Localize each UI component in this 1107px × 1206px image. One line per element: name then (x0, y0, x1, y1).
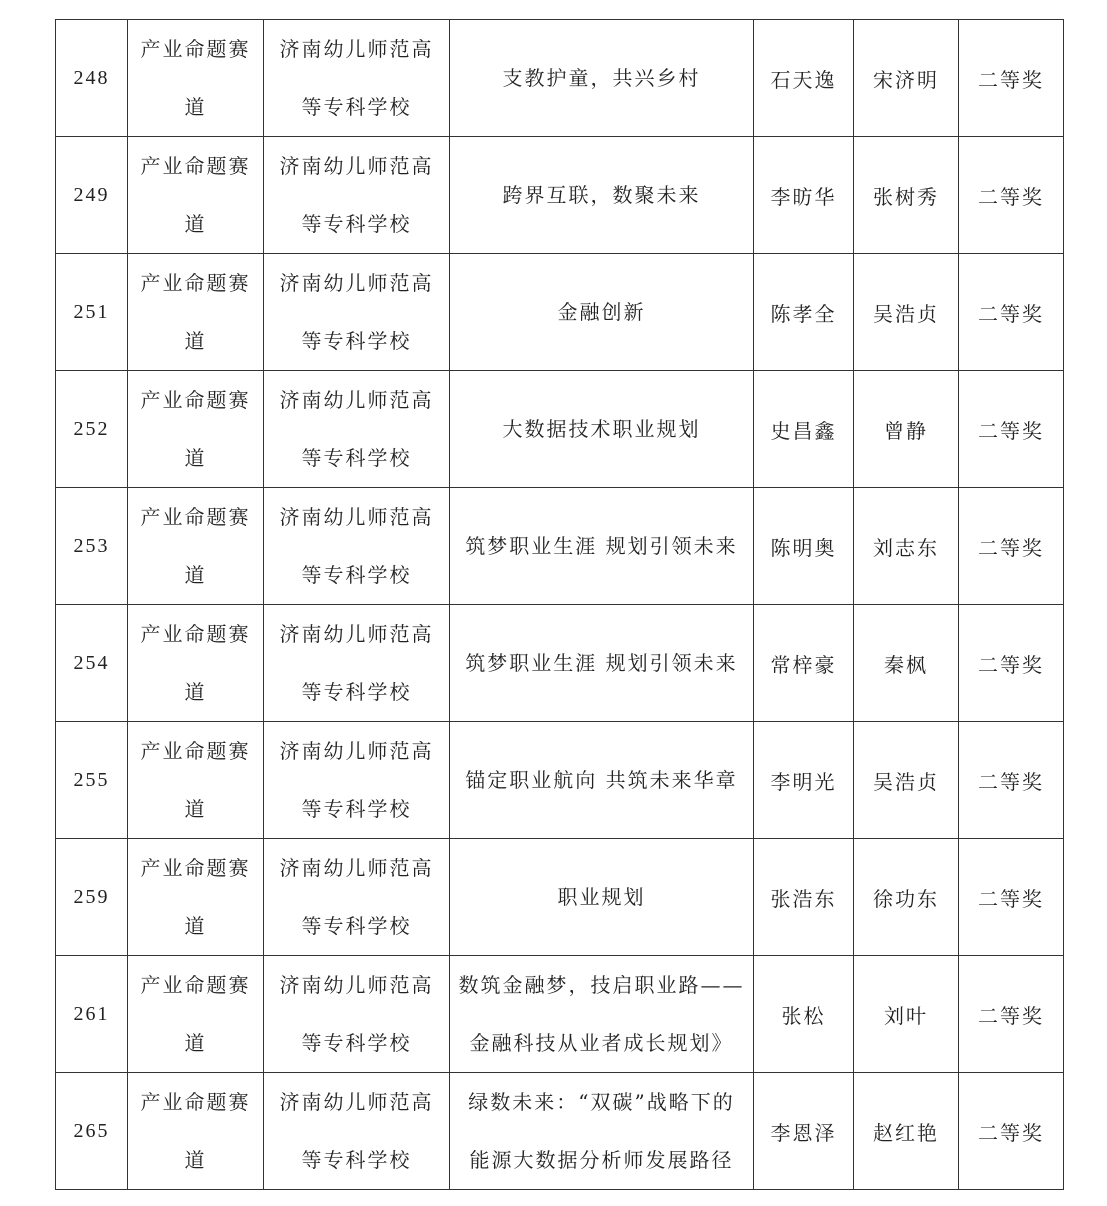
teacher-name: 刘志东 (854, 488, 959, 605)
track-label-line1: 产业命题赛 (140, 505, 251, 529)
project-title (450, 1073, 754, 1190)
school-cell (264, 254, 450, 371)
school-name-line1: 济南幼儿师范高 (279, 37, 434, 61)
track-cell (128, 20, 264, 137)
school-name-line2: 等专科学校 (301, 797, 412, 821)
teacher-name: 曾静 (854, 371, 959, 488)
track-cell (128, 605, 264, 722)
track-label-line2: 道 (184, 563, 207, 587)
school-name-line1: 济南幼儿师范高 (279, 505, 434, 529)
award-level: 二等奖 (959, 137, 1064, 254)
table-row (56, 956, 1064, 1073)
track-label-line1: 产业命题赛 (140, 388, 251, 412)
teacher-name: 赵红艳 (854, 1073, 959, 1190)
school-cell (264, 1073, 450, 1190)
school-name-line2: 等专科学校 (301, 95, 412, 119)
student-name: 石天逸 (754, 20, 854, 137)
project-title-line1: 筑梦职业生涯 规划引领未来 (465, 534, 738, 558)
student-name: 李昉华 (754, 137, 854, 254)
award-level: 二等奖 (959, 722, 1064, 839)
entry-number: 265 (56, 1073, 128, 1190)
awards-table (55, 19, 1064, 1190)
track-label-line2: 道 (184, 1031, 207, 1055)
award-level: 二等奖 (959, 1073, 1064, 1190)
track-label-line1: 产业命题赛 (140, 856, 251, 880)
track-label-line2: 道 (184, 95, 207, 119)
project-title-line1: 跨界互联，数聚未来 (502, 183, 701, 207)
award-level: 二等奖 (959, 254, 1064, 371)
school-name-line2: 等专科学校 (301, 1148, 412, 1172)
entry-number: 261 (56, 956, 128, 1073)
project-title-line1: 金融创新 (557, 300, 646, 324)
school-name-line2: 等专科学校 (301, 563, 412, 587)
track-cell (128, 371, 264, 488)
entry-number: 248 (56, 20, 128, 137)
track-label-line2: 道 (184, 797, 207, 821)
teacher-name: 秦枫 (854, 605, 959, 722)
awards-table-body (56, 20, 1064, 1190)
school-name-line1: 济南幼儿师范高 (279, 1090, 434, 1114)
project-title-line1: 数筑金融梦，技启职业路—— (458, 973, 745, 997)
table-row (56, 20, 1064, 137)
track-label-line1: 产业命题赛 (140, 739, 251, 763)
teacher-name: 宋济明 (854, 20, 959, 137)
school-name-line2: 等专科学校 (301, 446, 412, 470)
award-level: 二等奖 (959, 488, 1064, 605)
project-title-line2: 能源大数据分析师发展路径 (469, 1148, 734, 1172)
school-cell (264, 722, 450, 839)
school-name-line2: 等专科学校 (301, 914, 412, 938)
table-row (56, 722, 1064, 839)
school-cell (264, 371, 450, 488)
student-name: 李恩泽 (754, 1073, 854, 1190)
school-cell (264, 605, 450, 722)
school-name-line2: 等专科学校 (301, 329, 412, 353)
track-cell (128, 254, 264, 371)
track-label-line2: 道 (184, 680, 207, 704)
award-level: 二等奖 (959, 20, 1064, 137)
project-title-line1: 大数据技术职业规划 (502, 417, 701, 441)
track-label-line1: 产业命题赛 (140, 37, 251, 61)
table-row (56, 1073, 1064, 1190)
student-name: 陈明奥 (754, 488, 854, 605)
school-cell (264, 839, 450, 956)
table-row (56, 137, 1064, 254)
track-label-line1: 产业命题赛 (140, 154, 251, 178)
award-level: 二等奖 (959, 605, 1064, 722)
school-name-line1: 济南幼儿师范高 (279, 739, 434, 763)
student-name: 李明光 (754, 722, 854, 839)
project-title-line2: 金融科技从业者成长规划》 (469, 1031, 734, 1055)
teacher-name: 徐功东 (854, 839, 959, 956)
school-name-line1: 济南幼儿师范高 (279, 388, 434, 412)
table-row (56, 488, 1064, 605)
track-label-line2: 道 (184, 212, 207, 236)
entry-number: 255 (56, 722, 128, 839)
project-title (450, 956, 754, 1073)
teacher-name: 吴浩贞 (854, 722, 959, 839)
track-cell (128, 488, 264, 605)
award-level: 二等奖 (959, 371, 1064, 488)
track-cell (128, 839, 264, 956)
student-name: 张浩东 (754, 839, 854, 956)
school-cell (264, 956, 450, 1073)
entry-number: 252 (56, 371, 128, 488)
teacher-name: 吴浩贞 (854, 254, 959, 371)
school-cell (264, 137, 450, 254)
track-label-line1: 产业命题赛 (140, 271, 251, 295)
student-name: 常梓豪 (754, 605, 854, 722)
project-title (450, 254, 754, 371)
project-title (450, 722, 754, 839)
project-title (450, 605, 754, 722)
student-name: 张松 (754, 956, 854, 1073)
track-label-line1: 产业命题赛 (140, 973, 251, 997)
project-title (450, 371, 754, 488)
project-title-line1: 锚定职业航向 共筑未来华章 (465, 768, 738, 792)
school-name-line2: 等专科学校 (301, 680, 412, 704)
award-level: 二等奖 (959, 839, 1064, 956)
school-name-line2: 等专科学校 (301, 1031, 412, 1055)
project-title-line1: 职业规划 (557, 885, 646, 909)
project-title-line1: 支教护童，共兴乡村 (502, 66, 701, 90)
table-row (56, 254, 1064, 371)
project-title-line1: 筑梦职业生涯 规划引领未来 (465, 651, 738, 675)
entry-number: 259 (56, 839, 128, 956)
school-name-line1: 济南幼儿师范高 (279, 973, 434, 997)
school-cell (264, 20, 450, 137)
project-title (450, 137, 754, 254)
track-label-line2: 道 (184, 329, 207, 353)
track-label-line1: 产业命题赛 (140, 1090, 251, 1114)
track-cell (128, 137, 264, 254)
entry-number: 253 (56, 488, 128, 605)
teacher-name: 刘叶 (854, 956, 959, 1073)
entry-number: 251 (56, 254, 128, 371)
project-title (450, 839, 754, 956)
student-name: 史昌鑫 (754, 371, 854, 488)
school-name-line1: 济南幼儿师范高 (279, 154, 434, 178)
school-name-line2: 等专科学校 (301, 212, 412, 236)
school-name-line1: 济南幼儿师范高 (279, 856, 434, 880)
student-name: 陈孝全 (754, 254, 854, 371)
school-cell (264, 488, 450, 605)
track-label-line2: 道 (184, 914, 207, 938)
track-label-line1: 产业命题赛 (140, 622, 251, 646)
table-row (56, 839, 1064, 956)
project-title (450, 488, 754, 605)
track-label-line2: 道 (184, 1148, 207, 1172)
award-level: 二等奖 (959, 956, 1064, 1073)
track-cell (128, 722, 264, 839)
teacher-name: 张树秀 (854, 137, 959, 254)
track-label-line2: 道 (184, 446, 207, 470)
entry-number: 249 (56, 137, 128, 254)
project-title (450, 20, 754, 137)
school-name-line1: 济南幼儿师范高 (279, 271, 434, 295)
project-title-line1: 绿数未来：“双碳”战略下的 (468, 1090, 735, 1114)
entry-number: 254 (56, 605, 128, 722)
school-name-line1: 济南幼儿师范高 (279, 622, 434, 646)
table-row (56, 371, 1064, 488)
track-cell (128, 1073, 264, 1190)
track-cell (128, 956, 264, 1073)
table-row (56, 605, 1064, 722)
